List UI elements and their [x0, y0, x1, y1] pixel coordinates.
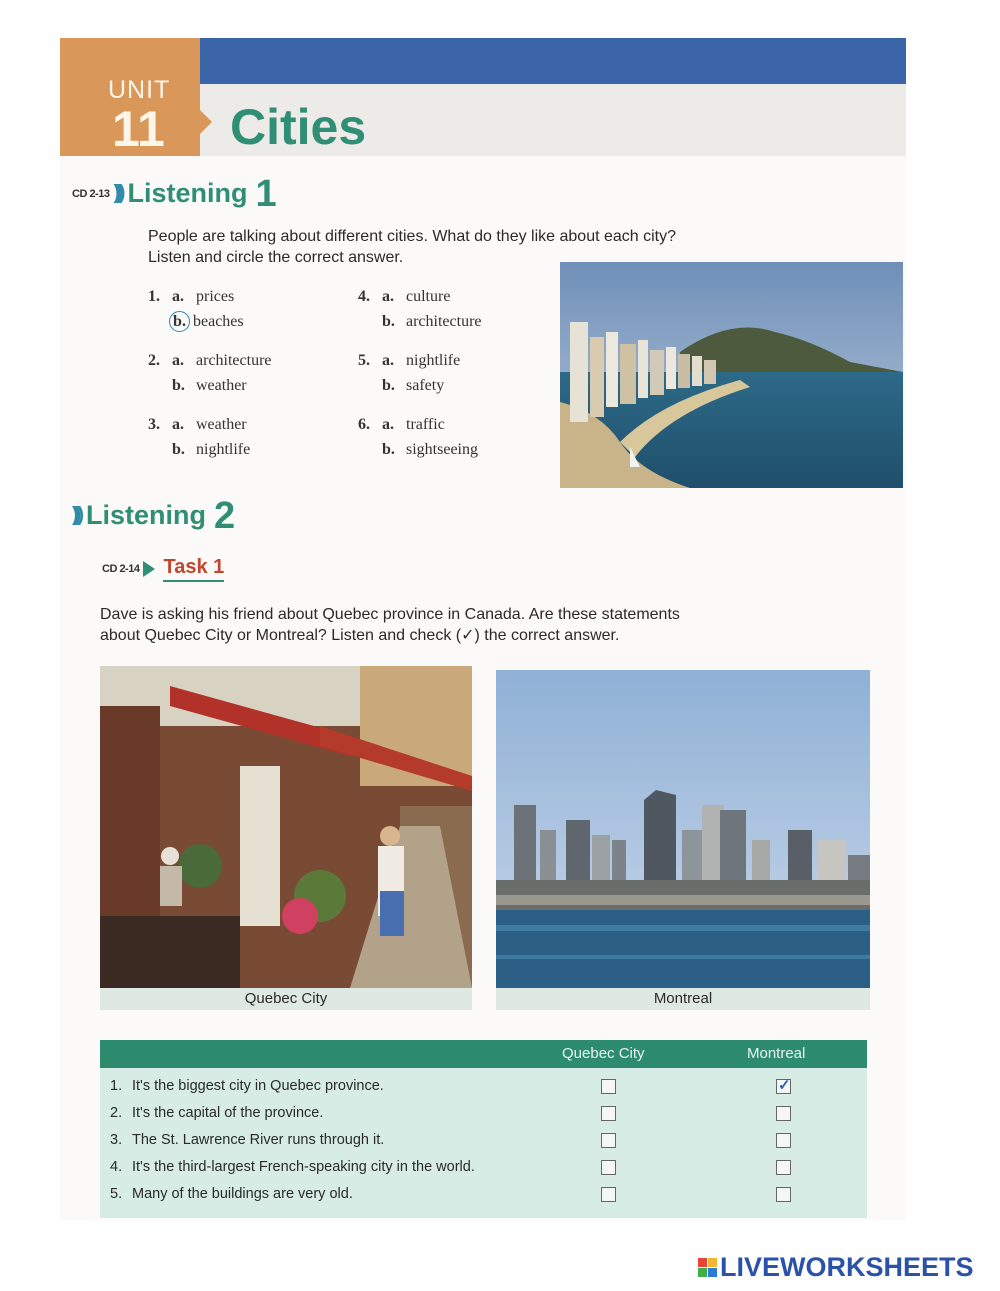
row-number: 4.: [110, 1159, 123, 1175]
option-text[interactable]: safety: [406, 376, 445, 394]
instruction-line: People are talking about different cities. What do they like about each city?: [148, 228, 677, 245]
quebec-checkbox[interactable]: [601, 1160, 616, 1175]
listening2-instructions: [100, 604, 680, 646]
row-statement: It's the capital of the province.: [132, 1105, 324, 1121]
question-6: [358, 412, 478, 462]
instruction-line: Dave is asking his friend about Quebec province in Canada. Are these statements: [100, 606, 680, 623]
option-letter[interactable]: b.: [172, 376, 185, 394]
header-bar: [200, 38, 906, 84]
option-text[interactable]: architecture: [196, 351, 272, 369]
logo-square: [698, 1258, 707, 1267]
row-number: 3.: [110, 1132, 123, 1148]
option-text[interactable]: nightlife: [196, 440, 251, 458]
section-title: Listening: [127, 178, 248, 208]
quebec-city-photo: [100, 666, 472, 988]
unit-arrow: [200, 110, 212, 134]
question-3: [148, 412, 250, 462]
quebec-checkbox[interactable]: [601, 1133, 616, 1148]
liveworksheets-logo[interactable]: [698, 1252, 974, 1283]
montreal-checkbox[interactable]: [776, 1079, 791, 1094]
question-number: 1.: [148, 287, 160, 305]
option-letter[interactable]: b.: [382, 312, 395, 330]
quebec-street-image: [100, 666, 472, 988]
task-heading: [102, 556, 224, 582]
option-letter[interactable]: a.: [382, 415, 394, 433]
question-2: [148, 348, 272, 398]
question-4: [358, 284, 482, 334]
unit-number: 11: [112, 101, 165, 157]
instruction-line: Listen and circle the correct answer.: [148, 249, 404, 266]
row-number: 2.: [110, 1105, 123, 1121]
question-number: 4.: [358, 287, 370, 305]
audio-icon: ))): [72, 504, 80, 526]
question-number: 6.: [358, 415, 370, 433]
logo-text: LIVEWORKSHEETS: [720, 1252, 974, 1282]
table-header: [100, 1040, 867, 1068]
option-letter[interactable]: a.: [382, 287, 394, 305]
quebec-checkbox[interactable]: [601, 1079, 616, 1094]
page-title: Cities: [230, 99, 367, 155]
row-statement: It's the third-largest French-speaking city in the world.: [132, 1159, 475, 1175]
question-number: 5.: [358, 351, 370, 369]
logo-square: [708, 1258, 717, 1267]
option-text[interactable]: culture: [406, 287, 451, 305]
table-row: [100, 1154, 867, 1180]
option-letter[interactable]: b.: [382, 376, 395, 394]
logo-square: [708, 1268, 717, 1277]
section-number: 2: [213, 494, 236, 537]
option-letter[interactable]: a.: [172, 415, 184, 433]
row-number: 5.: [110, 1186, 123, 1202]
montreal-caption: Montreal: [496, 988, 870, 1010]
option-letter[interactable]: b.: [382, 440, 395, 458]
question-number: 2.: [148, 351, 160, 369]
option-text[interactable]: traffic: [406, 415, 445, 433]
worksheet-page: [60, 38, 906, 1220]
montreal-checkbox[interactable]: [776, 1187, 791, 1202]
option-text[interactable]: architecture: [406, 312, 482, 330]
answer-table: [100, 1040, 867, 1218]
logo-square: [698, 1268, 707, 1277]
quebec-checkbox[interactable]: [601, 1106, 616, 1121]
table-row: [100, 1100, 867, 1126]
play-arrow-icon: [143, 561, 155, 577]
section-number: 1: [255, 172, 277, 215]
question-5: [358, 348, 460, 398]
option-text[interactable]: sightseeing: [406, 440, 478, 458]
beach-city-photo: [560, 262, 903, 488]
option-text[interactable]: prices: [196, 287, 235, 305]
question-1: [148, 284, 244, 334]
option-letter[interactable]: a.: [172, 287, 184, 305]
montreal-checkbox[interactable]: [776, 1133, 791, 1148]
logo-mark-icon: [698, 1258, 717, 1277]
montreal-photo: [496, 670, 870, 988]
table-row: [100, 1181, 867, 1207]
column-header-quebec: Quebec City: [562, 1045, 645, 1062]
quebec-city-caption: Quebec City: [100, 988, 472, 1010]
task-title: Task 1: [163, 556, 224, 582]
option-letter[interactable]: a.: [172, 351, 184, 369]
montreal-checkbox[interactable]: [776, 1106, 791, 1121]
option-text[interactable]: weather: [196, 415, 247, 433]
cd-track-label: CD 2-13: [72, 187, 110, 200]
option-text[interactable]: beaches: [193, 312, 244, 330]
listening2-heading: [72, 494, 236, 537]
option-text[interactable]: nightlife: [406, 351, 461, 369]
quebec-checkbox[interactable]: [601, 1187, 616, 1202]
table-row: [100, 1127, 867, 1153]
montreal-checkbox[interactable]: [776, 1160, 791, 1175]
column-header-montreal: Montreal: [747, 1045, 806, 1062]
listening1-heading: [72, 172, 277, 215]
montreal-skyline-image: [496, 670, 870, 988]
unit-tab: [60, 38, 200, 156]
section-title: Listening: [85, 500, 206, 530]
question-number: 3.: [148, 415, 160, 433]
row-statement: Many of the buildings are very old.: [132, 1186, 353, 1202]
row-number: 1.: [110, 1078, 123, 1094]
option-text[interactable]: weather: [196, 376, 247, 394]
row-statement: It's the biggest city in Quebec province.: [132, 1078, 384, 1094]
option-letter[interactable]: a.: [382, 351, 394, 369]
table-row: [100, 1073, 867, 1099]
option-letter[interactable]: b.: [172, 440, 185, 458]
unit-label: UNIT: [108, 76, 171, 104]
instruction-line: about Quebec City or Montreal? Listen and check (✓) the correct answer.: [100, 627, 620, 644]
audio-icon: ))): [113, 182, 122, 204]
row-statement: The St. Lawrence River runs through it.: [132, 1132, 385, 1148]
option-letter-circled[interactable]: b.: [169, 311, 190, 332]
cd-track-label: CD 2-14: [102, 563, 140, 575]
beach-city-image: [560, 262, 903, 488]
